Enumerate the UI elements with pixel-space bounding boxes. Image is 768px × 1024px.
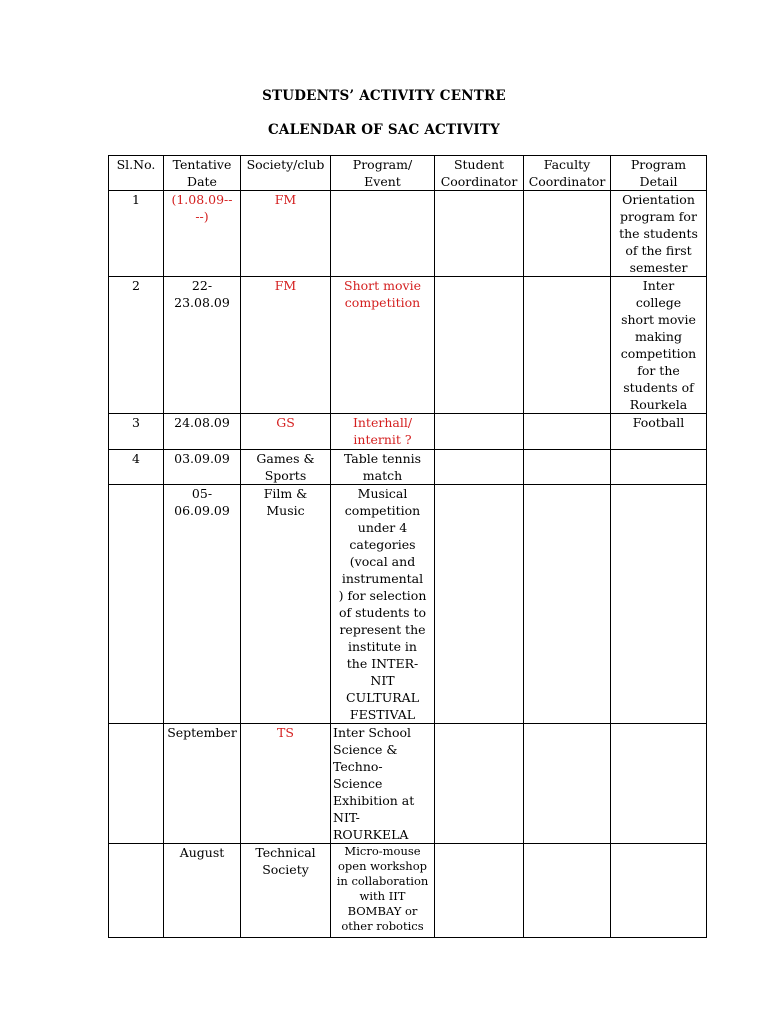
header-tentative-date: Tentative Date (164, 156, 241, 191)
cell-sl (109, 724, 164, 844)
activity-calendar-table (108, 155, 707, 938)
cell-detail (611, 844, 707, 938)
cell-student-coordinator (435, 724, 524, 844)
cell-society: TS (241, 724, 331, 844)
cell-student-coordinator (435, 485, 524, 724)
cell-program: Musical competition under 4 categories (vocal and instrumental ) for selection of students to represent the institute in the INTER- NIT CULTURAL FESTIVAL (331, 485, 435, 724)
table-row (109, 450, 707, 485)
cell-faculty-coordinator (524, 191, 611, 277)
cell-date: September (164, 724, 241, 844)
cell-program: Table tennis match (331, 450, 435, 485)
cell-faculty-coordinator (524, 485, 611, 724)
cell-date: 05- 06.09.09 (164, 485, 241, 724)
cell-program (331, 191, 435, 277)
cell-sl: 3 (109, 414, 164, 450)
cell-society: GS (241, 414, 331, 450)
cell-detail: Football (611, 414, 707, 450)
header-sl-no: Sl.No. (109, 156, 164, 191)
cell-student-coordinator (435, 277, 524, 414)
table-row (109, 277, 707, 414)
cell-sl: 2 (109, 277, 164, 414)
cell-date: 24.08.09 (164, 414, 241, 450)
cell-faculty-coordinator (524, 724, 611, 844)
header-society-club: Society/club (241, 156, 331, 191)
header-program-detail: Program Detail (611, 156, 707, 191)
document-title: STUDENTS’ ACTIVITY CENTRE (262, 88, 506, 104)
cell-sl: 1 (109, 191, 164, 277)
cell-student-coordinator (435, 844, 524, 938)
cell-faculty-coordinator (524, 844, 611, 938)
cell-faculty-coordinator (524, 414, 611, 450)
cell-detail (611, 485, 707, 724)
cell-society: FM (241, 191, 331, 277)
header-program-event: Program/ Event (331, 156, 435, 191)
cell-program: Inter School Science & Techno- Science Exhibition at NIT- ROURKELA (331, 724, 435, 844)
cell-detail (611, 450, 707, 485)
cell-sl (109, 485, 164, 724)
cell-student-coordinator (435, 191, 524, 277)
cell-faculty-coordinator (524, 450, 611, 485)
cell-student-coordinator (435, 450, 524, 485)
cell-sl: 4 (109, 450, 164, 485)
cell-society: FM (241, 277, 331, 414)
table-row (109, 191, 707, 277)
table-row (109, 414, 707, 450)
cell-date: (1.08.09-- --) (164, 191, 241, 277)
cell-student-coordinator (435, 414, 524, 450)
table-row (109, 485, 707, 724)
cell-program: Interhall/ internit ? (331, 414, 435, 450)
cell-date: August (164, 844, 241, 938)
cell-program: Micro-mouse open workshop in collaboration with IIT BOMBAY or other robotics (331, 844, 435, 938)
cell-date: 22- 23.08.09 (164, 277, 241, 414)
cell-detail: Orientation program for the students of the first semester (611, 191, 707, 277)
cell-sl (109, 844, 164, 938)
document-subtitle: CALENDAR OF SAC ACTIVITY (267, 122, 500, 138)
table-header-row (109, 156, 707, 191)
table-row (109, 844, 707, 938)
header-student-coordinator: Student Coordinator (435, 156, 524, 191)
cell-faculty-coordinator (524, 277, 611, 414)
cell-program: Short movie competition (331, 277, 435, 414)
cell-date: 03.09.09 (164, 450, 241, 485)
cell-society: Film & Music (241, 485, 331, 724)
cell-detail: Inter college short movie making competition for the students of Rourkela (611, 277, 707, 414)
table-row (109, 724, 707, 844)
cell-detail (611, 724, 707, 844)
cell-society: Games & Sports (241, 450, 331, 485)
header-faculty-coordinator: Faculty Coordinator (524, 156, 611, 191)
cell-society: Technical Society (241, 844, 331, 938)
